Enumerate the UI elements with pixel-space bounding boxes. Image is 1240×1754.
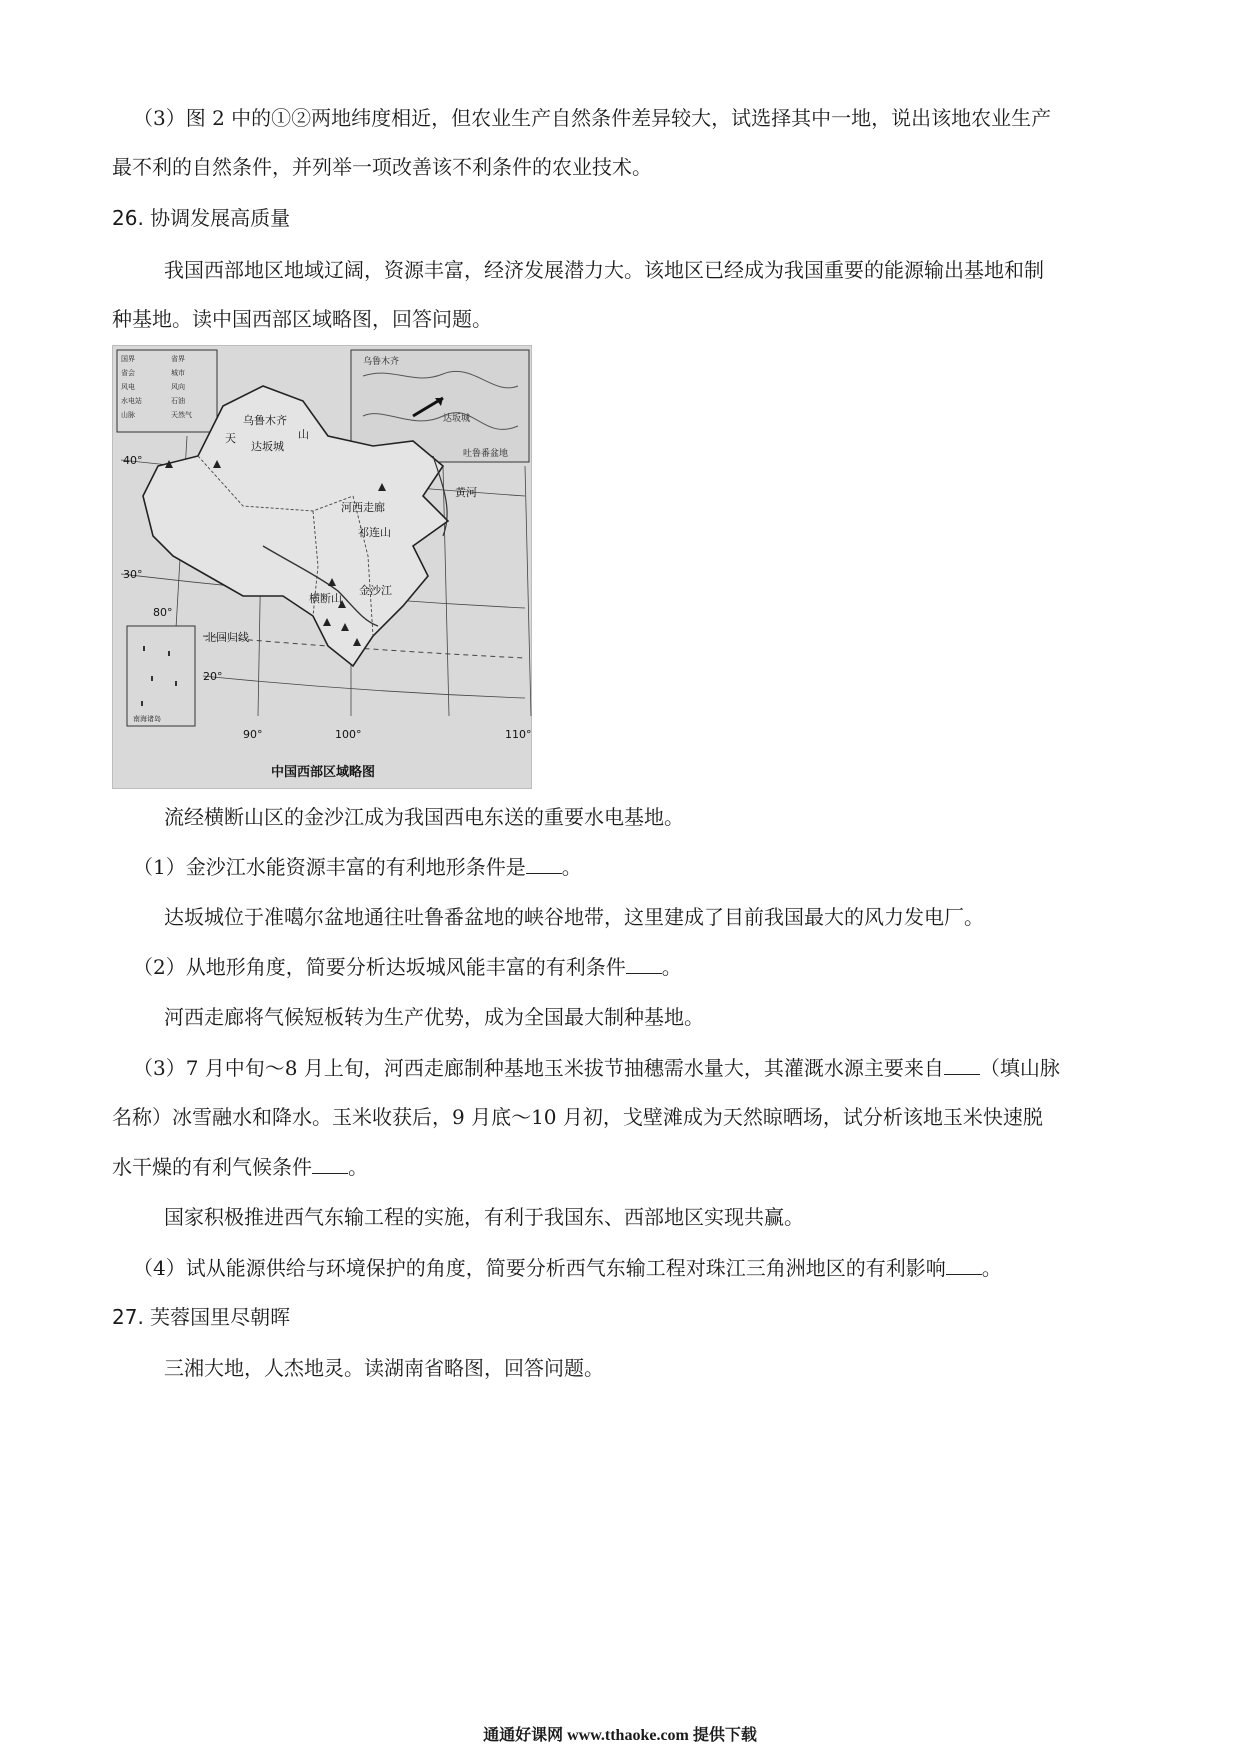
map-tianshan-label-1: 天 xyxy=(225,432,236,445)
q26-intro-line2: 种基地。读中国西部区域略图，回答问题。 xyxy=(112,307,492,331)
legend-wind-power: 风电 xyxy=(121,383,135,391)
map-lat20-label: 20° xyxy=(203,670,223,683)
legend-oil: 石油 xyxy=(171,397,185,405)
q26-question1 xyxy=(133,853,582,881)
page-footer: 通通好课网 www.tthaoke.com 提供下载 xyxy=(483,1727,757,1744)
q1-text: （1）金沙江水能资源丰富的有利地形条件是 xyxy=(133,855,526,879)
map-hengduan-label: 横断山 xyxy=(309,592,342,605)
inset-dabancheng-label: 达坂城 xyxy=(443,414,471,424)
q3-line3-text: 水干燥的有利气候条件 xyxy=(112,1155,312,1179)
map-dabancheng-label: 达坂城 xyxy=(251,440,284,453)
q26-question2 xyxy=(133,953,682,981)
legend-natural-gas: 天然气 xyxy=(171,411,192,419)
q26-question3-line2: 名称）冰雪融水和降水。玉米收获后，9 月底～10 月初，戈壁滩成为天然晾晒场，试分析该地玉米快速脱 xyxy=(112,1105,1043,1129)
q26-para-dabancheng: 达坂城位于准噶尔盆地通往吐鲁番盆地的峡谷地带，这里建成了目前我国最大的风力发电厂。 xyxy=(164,905,984,929)
legend-capital: 省会 xyxy=(121,369,135,377)
inset-turpan-label: 吐鲁番盆地 xyxy=(463,449,509,459)
q2-end: 。 xyxy=(661,955,682,979)
map-qilian-label: 祁连山 xyxy=(358,526,391,539)
q3-climate-blank[interactable] xyxy=(312,1155,348,1174)
q27-intro: 三湘大地，人杰地灵。读湖南省略图，回答问题。 xyxy=(164,1356,604,1380)
q1-answer-blank[interactable] xyxy=(526,855,562,874)
map-hexi-label: 河西走廊 xyxy=(341,501,385,514)
q26-question3-line3 xyxy=(112,1153,368,1181)
map-lat30-label: 30° xyxy=(123,568,143,581)
map-drawing xyxy=(113,346,533,790)
map-jinsha-label: 金沙江 xyxy=(359,584,392,597)
map-lat40-label: 40° xyxy=(123,454,143,467)
inset-urumqi-label: 乌鲁木齐 xyxy=(363,357,400,367)
legend-wind-direction: 风向 xyxy=(171,383,185,391)
legend-provincial-border: 省界 xyxy=(171,355,185,363)
q26-para-hexi: 河西走廊将气候短板转为生产优势，成为全国最大制种基地。 xyxy=(164,1005,704,1029)
map-huanghe-label: 黄河 xyxy=(455,486,477,499)
map-tianshan-label-2: 山 xyxy=(298,428,309,441)
map-south-sea-label: 南海诸岛 xyxy=(133,715,161,723)
q1-end: 。 xyxy=(561,855,582,879)
map-caption: 中国西部区域略图 xyxy=(270,765,376,780)
map-lon90-label: 90° xyxy=(243,728,263,741)
legend-city: 城市 xyxy=(171,369,185,377)
q26-para-jinsha: 流经横断山区的金沙江成为我国西电东送的重要水电基地。 xyxy=(164,805,684,829)
q3-text: （3）7 月中旬～8 月上旬，河西走廊制种基地玉米拔节抽穗需水量大，其灌溉水源主要来自 xyxy=(133,1056,944,1080)
q27-heading: 27. 芙蓉国里尽朝晖 xyxy=(112,1305,291,1329)
q26-intro-line1: 我国西部地区地域辽阔，资源丰富，经济发展潜力大。该地区已经成为我国重要的能源输出基地和制 xyxy=(164,258,1044,282)
q3-text-cont: （填山脉 xyxy=(979,1056,1060,1080)
q4-answer-blank[interactable] xyxy=(946,1256,982,1275)
legend-hydropower: 水电站 xyxy=(121,397,142,405)
q2-text: （2）从地形角度，简要分析达坂城风能丰富的有利条件 xyxy=(133,955,626,979)
q26-question4 xyxy=(133,1254,1002,1282)
q3-mountain-blank[interactable] xyxy=(944,1056,980,1075)
legend-mountain: 山脉 xyxy=(121,411,135,419)
q4-text: （4）试从能源供给与环境保护的角度，简要分析西气东输工程对珠江三角洲地区的有利影响 xyxy=(133,1256,946,1280)
map-lon110-label: 110° xyxy=(505,728,532,741)
q26-question3-line1 xyxy=(133,1054,1060,1082)
q26-para-gas: 国家积极推进西气东输工程的实施，有利于我国东、西部地区实现共赢。 xyxy=(164,1205,804,1229)
q25-part3-line1: （3）图 2 中的①②两地纬度相近，但农业生产自然条件差异较大，试选择其中一地，说出该地农业生产 xyxy=(133,106,1052,130)
q26-heading: 26. 协调发展高质量 xyxy=(112,206,291,230)
legend-national-border: 国界 xyxy=(121,355,135,363)
map-lon80-label: 80° xyxy=(153,606,173,619)
q2-answer-blank[interactable] xyxy=(626,955,662,974)
western-china-map xyxy=(112,345,532,789)
q4-end: 。 xyxy=(981,1256,1002,1280)
map-lon100-label: 100° xyxy=(335,728,362,741)
map-urumqi-label: 乌鲁木齐 xyxy=(243,414,287,427)
q3-end: 。 xyxy=(348,1155,368,1179)
map-tropic-label: 北回归线 xyxy=(205,631,249,644)
q25-part3-line2: 最不利的自然条件，并列举一项改善该不利条件的农业技术。 xyxy=(112,155,652,179)
